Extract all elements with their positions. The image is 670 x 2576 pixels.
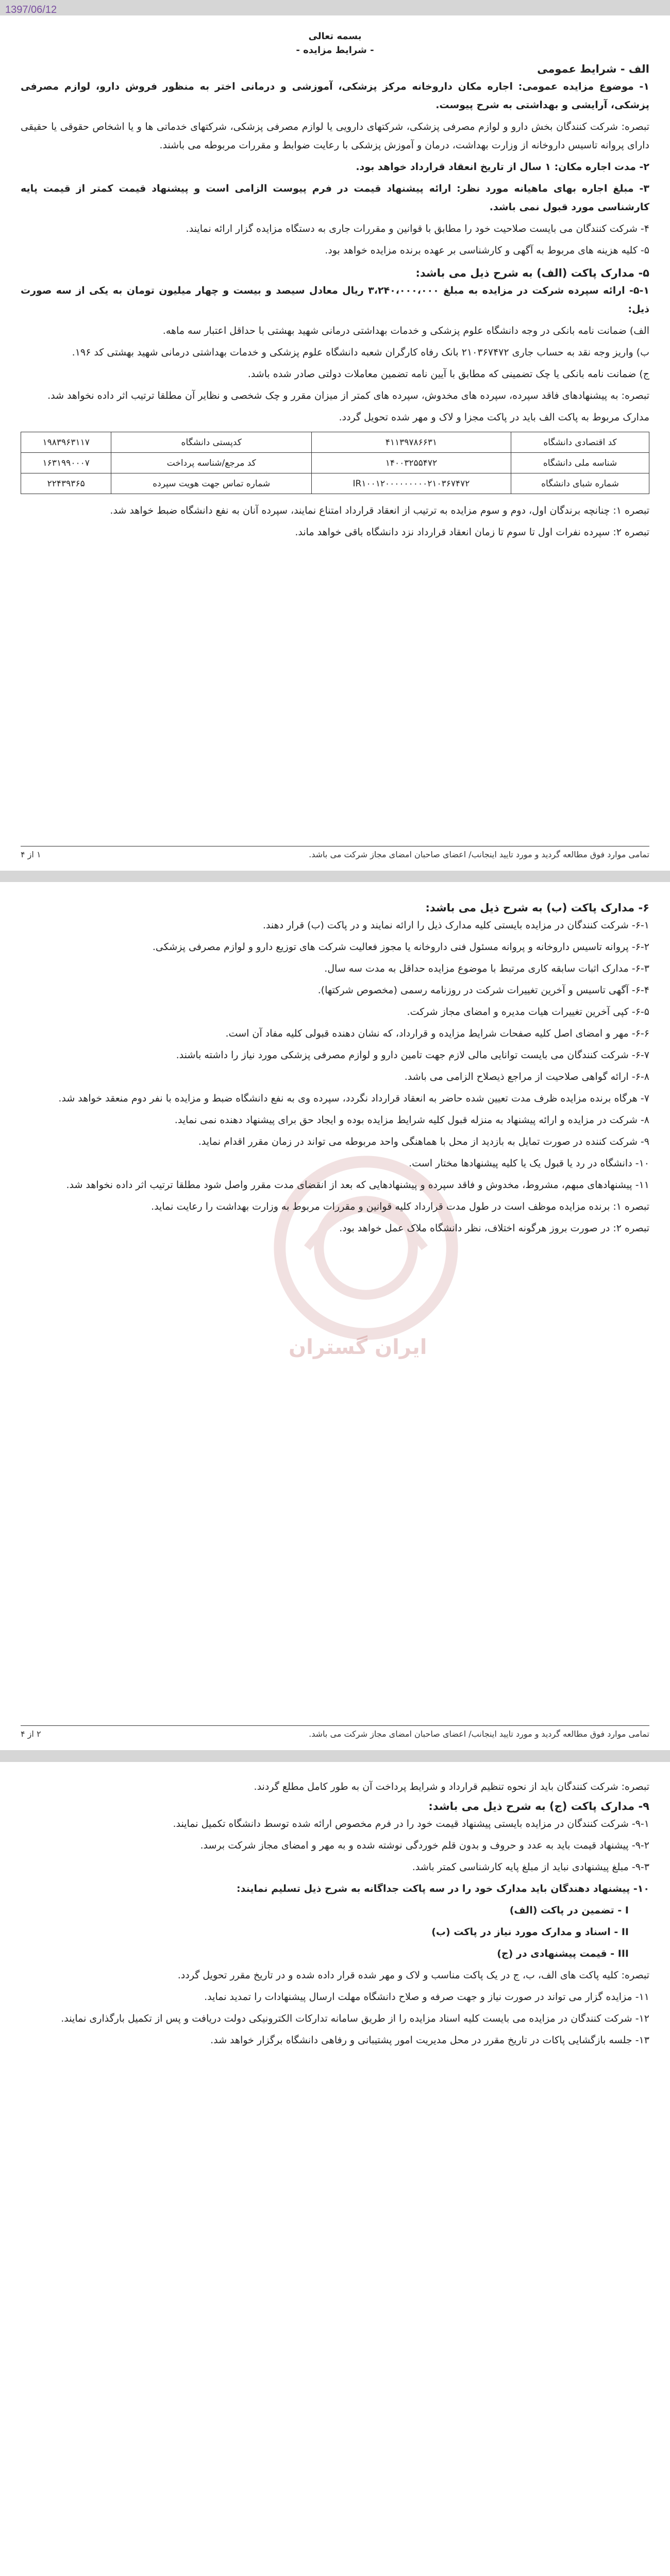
- table-cell: کدپستی دانشگاه: [111, 432, 312, 453]
- item-3: ۳- مبلغ اجاره بهای ماهیانه مورد نظر: ارائه پیشنهاد قیمت در فرم پیوست الزامی است و پیشنهاد قیمت کمتر از قیمت پایه کارشناسی مورد قبول نمی باشد.: [21, 183, 649, 213]
- p9-item: ۹-۳- مبلغ پیشنهادی نباید از مبلغ پایه کارشناسی کمتر باشد.: [412, 1861, 649, 1873]
- table-cell: شماره شبای دانشگاه: [511, 473, 649, 494]
- p6-item: ۶-۷- شرکت کنندگان می بایست توانایی مالی لازم جهت تامین دارو و لوازم مصرفی پزشکی مورد نیاز را داشته باشند.: [176, 1049, 649, 1061]
- p6-item: ۶-۲- پروانه تاسیس داروخانه و پروانه مسئول فنی داروخانه یا مجوز فعالیت شرکت های توزیع دارو و لوازم مصرفی پزشکی.: [152, 941, 649, 953]
- table-cell: شناسه ملی دانشگاه: [511, 453, 649, 473]
- p3-intro: تبصره: شرکت کنندگان باید از نحوه تنظیم قرارداد و شرایط پرداخت آن به طور کامل مطلع گردند.: [254, 1781, 649, 1792]
- p9-item: ۱۳- جلسه بازگشایی پاکات در تاریخ مقرر در محل مدیریت امور پشتیبانی و رفاهی دانشگاه برگزار خواهد شد.: [210, 2035, 649, 2046]
- envelope-a: I - تضمین در پاکت (الف): [509, 1905, 629, 1916]
- p6-item: تبصره ۲: در صورت بروز هرگونه اختلاف، نظر دانشگاه ملاک عمل خواهد بود.: [339, 1223, 649, 1234]
- table-row: [21, 453, 649, 473]
- p9-item: ۹-۲- پیشنهاد قیمت باید به عدد و حروف و بدون قلم خوردگی نوشته شده و به مهر و امضای مجاز شرکت برسد.: [200, 1840, 649, 1851]
- envelope-b: II - اسناد و مدارک مورد نیاز در پاکت (ب): [431, 1926, 629, 1938]
- page-footer: [21, 1725, 649, 1739]
- watermark-text: ایران گستران: [289, 1335, 427, 1359]
- subtitle: - شرایط مزایده -: [296, 45, 374, 56]
- table-cell: ۱۶۳۱۹۹۰۰۰۷: [21, 453, 111, 473]
- bismillah: بسمه تعالی: [308, 31, 362, 42]
- envelope-c: III - قیمت پیشنهادی در (ج): [497, 1948, 629, 1959]
- item-2: ۲- مدت اجاره مکان: ۱ سال از تاریخ انعقاد قرارداد خواهد بود.: [356, 161, 649, 173]
- timestamp: 1397/06/12: [5, 4, 57, 15]
- page-footer: [21, 846, 649, 859]
- section-6-heading: ۶- مدارک پاکت (ب) به شرح ذیل می باشد:: [425, 902, 649, 914]
- p9-item: ۱۲- شرکت کنندگان در مزایده می بایست کلیه اسناد مزایده را از طریق سامانه تدارکات الکترونیکی دولت دریافت و پس از تکمیل بارگذاری نمایند.: [61, 2013, 649, 2024]
- p6-item: ۷- هرگاه برنده مزایده ظرف مدت تعیین شده حاضر به انعقاد قرارداد نگردد، سپرده وی به نفع دانشگاه ضبط و مزایده با نفر دوم منعقد خواهد شد.: [58, 1093, 649, 1104]
- p5-item-2: الف) ضمانت نامه بانکی در وجه دانشگاه علوم پزشکی و خدمات بهداشتی درمانی شهید بهشتی با حداقل اعتبار سه ماهه.: [162, 325, 649, 336]
- p5-item-3: ب) واریز وجه نقد به حساب جاری ۲۱۰۳۶۷۴۷۲ بانک رفاه کارگران شعبه دانشگاه علوم پزشکی و خدمات بهداشتی درمانی شهید بهشتی کد ۱۹۶.: [72, 347, 649, 358]
- document-page-1: [0, 15, 670, 871]
- p5-item-1: ۵-۱- ارائه سپرده شرکت در مزایده به مبلغ ۳،۲۴۰،۰۰۰،۰۰۰ ریال معادل سیصد و بیست و چهار میلیون تومان به یکی از سه صورت ذیل:: [21, 285, 649, 315]
- page-number: ۱ از ۴: [21, 850, 41, 859]
- p5-item-4: ج) ضمانت نامه بانکی یا چک تضمینی که مطابق با آیین نامه تضمین معاملات دولتی صادر شده باشد.: [247, 368, 649, 380]
- section-a-heading: الف - شرایط عمومی: [537, 63, 649, 75]
- p5-item-5: تبصره: به پیشنهادهای فاقد سپرده، سپرده های مخدوش، سپرده های کمتر از میزان مقرر و چک شخصی و نظایر آن مطلقا ترتیب اثر داده نخواهد شد.: [47, 390, 649, 401]
- table-row: [21, 432, 649, 453]
- document-page-3: [0, 1762, 670, 2576]
- table-cell: ۴۱۱۳۹۷۸۶۶۳۱: [312, 432, 511, 453]
- p6-item: ۶-۳- مدارک اثبات سابقه کاری مرتبط با موضوع مزایده حداقل به مدت سه سال.: [324, 963, 649, 974]
- p6-item: ۹- شرکت کننده در صورت تمایل به بازدید از محل با هماهنگی واحد مربوطه می تواند در زمان مقرر اقدام نماید.: [198, 1136, 649, 1147]
- p9-item: ۹-۱- شرکت کنندگان در مزایده بایستی پیشنهاد قیمت خود را در فرم مخصوص ارائه شده توسط دانشگاه تکمیل نمایند.: [173, 1818, 649, 1829]
- table-cell: IR۱۰۰۱۲۰۰۰۰۰۰۰۰۰۲۱۰۳۶۷۴۷۲: [312, 473, 511, 494]
- p6-item: ۱۰- دانشگاه در رد یا قبول یک یا کلیه پیشنهادها مختار است.: [409, 1158, 649, 1169]
- table-row: [21, 473, 649, 494]
- item-1: ۱- موضوع مزایده عمومی: اجاره مکان داروخانه مرکز پزشکی، آموزشی و درمانی اختر به منظور فروش دارو، لوازم مصرفی پزشکی، آرایشی و بهداشتی به شرح پیوست.: [21, 81, 649, 111]
- p6-item: ۶-۸- ارائه گواهی صلاحیت از مراجع ذیصلاح الزامی می باشد.: [404, 1071, 649, 1082]
- p6-item: ۱۱- پیشنهادهای مبهم، مشروط، مخدوش و فاقد سپرده و پیشنهادهایی که بعد از انقضای مدت مقرر واصل شود مطلقا ترتیب اثر داده نخواهد شد.: [66, 1179, 649, 1191]
- after-table-note-2: تبصره ۲: سپرده نفرات اول تا سوم تا زمان انعقاد قرارداد نزد دانشگاه باقی خواهد ماند.: [295, 527, 649, 538]
- p9-item: ۱۰- پیشنهاد دهندگان باید مدارک خود را در سه پاکت جداگانه به شرح ذیل تسلیم نمایند:: [237, 1883, 649, 1894]
- footer-text: تمامی موارد فوق مطالعه گردید و مورد تایید اینجانب/ اعضای صاحبان امضای مجاز شرکت می باشد.: [309, 850, 649, 859]
- table-cell: کد اقتصادی دانشگاه: [511, 432, 649, 453]
- document-page-2: [0, 882, 670, 1750]
- section-9-heading: ۹- مدارک پاکت (ج) به شرح ذیل می باشد:: [428, 1800, 649, 1812]
- p6-item: ۸- شرکت در مزایده و ارائه پیشنهاد به منزله قبول کلیه شرایط مزایده بوده و ایجاد حق برای پیشنهاد دهنده نمی نماید.: [174, 1114, 649, 1126]
- table-cell: ۱۴۰۰۳۲۵۵۴۷۲: [312, 453, 511, 473]
- university-account-table: [21, 432, 649, 494]
- page-number: ۲ از ۴: [21, 1729, 41, 1739]
- table-cell: ۲۲۴۳۹۳۶۵: [21, 473, 111, 494]
- p6-item: تبصره ۱: برنده مزایده موظف است در طول مدت قرارداد کلیه قوانین و مقررات مربوط به وزارت بهداشت را رعایت نماید.: [151, 1201, 649, 1212]
- p6-item: ۶-۶- مهر و امضای اصل کلیه صفحات شرایط مزایده و قرارداد، که نشان دهنده قبولی کلیه مفاد آن است.: [225, 1028, 649, 1039]
- p9-item: تبصره: کلیه پاکت های الف، ب، ج در یک پاکت مناسب و لاک و مهر شده قرار داده شده و در تاریخ مقرر تحویل گردد.: [177, 1970, 649, 1981]
- table-cell: شماره تماس جهت هویت سپرده: [111, 473, 312, 494]
- item-5: ۵- کلیه هزینه های مربوط به آگهی و کارشناسی بر عهده برنده مزایده خواهد بود.: [325, 245, 649, 256]
- p6-item: ۶-۴- آگهی تاسیس و آخرین تغییرات شرکت در روزنامه رسمی (مخصوص شرکتها).: [317, 985, 649, 996]
- p5-item-6: مدارک مربوط به پاکت الف باید در پاکت مجزا و لاک و مهر شده تحویل گردد.: [339, 412, 649, 423]
- item-4: ۴- شرکت کنندگان می بایست صلاحیت خود را مطابق با قوانین و مقررات جاری به دستگاه مزایده گزار ارائه نمایند.: [186, 223, 649, 234]
- after-table-note-1: تبصره ۱: چنانچه برندگان اول، دوم و سوم مزایده به ترتیب از انعقاد قرارداد امتناع نمایند، سپرده آنان به نفع دانشگاه ضبط خواهد شد.: [110, 505, 649, 516]
- section-5-heading: ۵- مدارک پاکت (الف) به شرح ذیل می باشد:: [415, 267, 649, 279]
- item-note: تبصره: شرکت کنندگان بخش دارو و لوازم مصرفی پزشکی، شرکتهای دارویی یا لوازم مصرفی پزشکی، شرکتهای خدماتی ها و یا اشخاص حقوقی یا حقیقی دارای پروانه تاسیس داروخانه از وزارت بهداشت، درمان و آموزش پزشکی با رعایت ضوابط و مقررات مربوطه می باشند.: [21, 121, 649, 151]
- table-cell: کد مرجع/شناسه پرداخت: [111, 453, 312, 473]
- footer-text: تمامی موارد فوق مطالعه گردید و مورد تایید اینجانب/ اعضای صاحبان امضای مجاز شرکت می باشد.: [309, 1729, 649, 1739]
- p6-item: ۶-۵- کپی آخرین تغییرات هیات مدیره و امضای مجاز شرکت.: [407, 1006, 649, 1018]
- p6-item: ۶-۱- شرکت کنندگان در مزایده بایستی کلیه مدارک ذیل را ارائه نمایند و در پاکت (ب) قرار دهند.: [262, 920, 649, 931]
- p9-item: ۱۱- مزایده گزار می تواند در صورت نیاز و جهت صرفه و صلاح دانشگاه مهلت ارسال پیشنهادات را تمدید نماید.: [204, 1991, 649, 2003]
- table-cell: ۱۹۸۳۹۶۳۱۱۷: [21, 432, 111, 453]
